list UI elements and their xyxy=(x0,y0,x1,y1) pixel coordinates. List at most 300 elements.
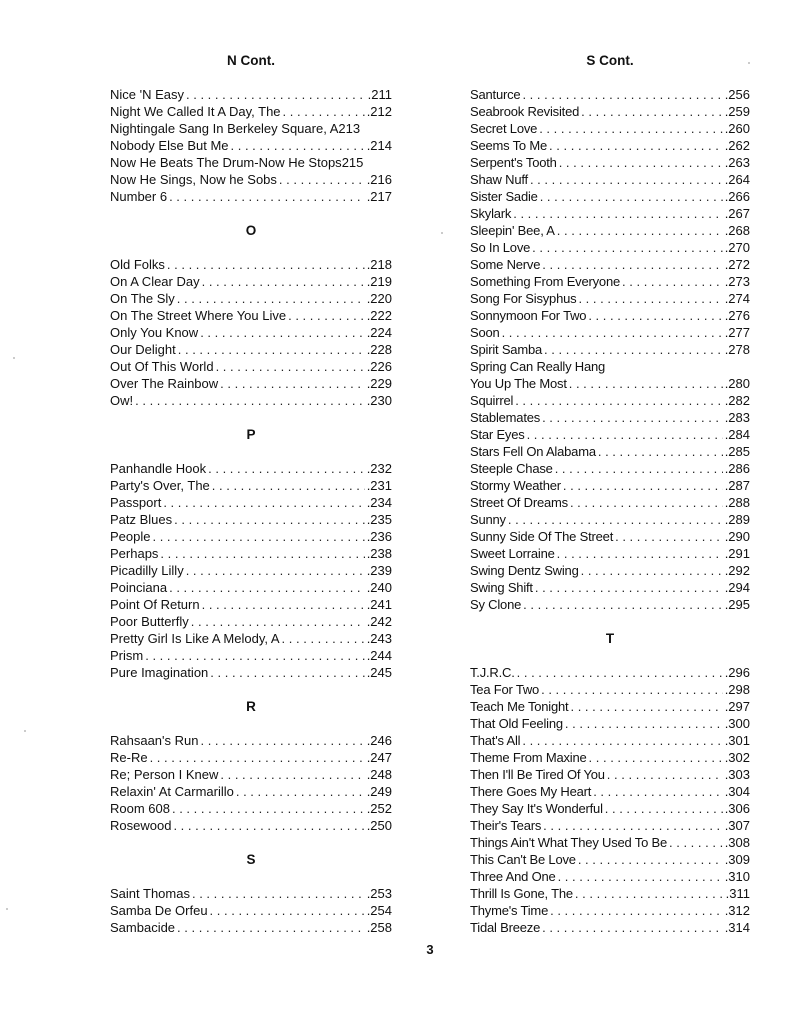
dot-leader xyxy=(598,443,723,460)
entry-page-number: 215 xyxy=(341,155,364,170)
dot-leader xyxy=(210,664,364,681)
dot-leader xyxy=(160,545,364,562)
entry-page-number: .260 xyxy=(724,121,750,136)
entry-title: That Old Feeling xyxy=(470,716,563,731)
entry-title: Song For Sisyphus xyxy=(470,291,577,306)
dot-leader xyxy=(522,732,722,749)
entry-page-number: .268 xyxy=(724,223,750,238)
entry-page-number: .226 xyxy=(366,359,392,374)
entry-page-number: .302 xyxy=(724,750,750,765)
entry-title: Now He Beats The Drum-Now He Stops xyxy=(110,155,342,170)
index-entry xyxy=(470,681,750,698)
dot-leader xyxy=(563,477,723,494)
entry-page-number: .289 xyxy=(724,512,750,527)
index-entry xyxy=(470,715,750,732)
index-entry xyxy=(110,545,392,562)
index-entry xyxy=(470,154,750,171)
entry-page-number: .309 xyxy=(724,852,750,867)
entry-page-number: .300 xyxy=(724,716,750,731)
entry-title: Stablemates xyxy=(470,410,541,425)
entry-title: Sweet Lorraine xyxy=(470,546,555,561)
entry-title: Steeple Chase xyxy=(470,461,553,476)
entry-title: Night We Called It A Day, The xyxy=(110,104,281,119)
section-entries xyxy=(110,732,392,834)
entry-title: Sister Sadie xyxy=(470,189,538,204)
index-entry xyxy=(110,324,392,341)
dot-leader xyxy=(543,817,723,834)
entry-page-number: .245 xyxy=(366,665,392,680)
entry-page-number: .296 xyxy=(724,665,750,680)
entry-title: Sambacide xyxy=(110,920,176,935)
entry-title: Saint Thomas xyxy=(110,886,190,901)
entry-title: Number 6 xyxy=(110,189,168,204)
entry-title: T.J.R.C. xyxy=(470,665,515,680)
section-entries xyxy=(470,86,750,613)
entry-page-number: .259 xyxy=(724,104,750,119)
entry-title: Now He Sings, Now he Sobs xyxy=(110,172,277,187)
page-number: 3 xyxy=(426,942,434,957)
index-entry xyxy=(110,290,392,307)
entry-page-number: .295 xyxy=(724,597,750,612)
scan-speck xyxy=(13,357,15,359)
entry-title: Seabrook Revisited xyxy=(470,104,580,119)
dot-leader xyxy=(202,273,365,290)
section-heading-s-cont: S Cont. xyxy=(586,53,634,68)
entry-page-number: .258 xyxy=(366,920,392,935)
dot-leader xyxy=(578,851,723,868)
dot-leader xyxy=(669,834,723,851)
entry-title: Samba De Orfeu xyxy=(110,903,208,918)
entry-page-number: .288 xyxy=(724,495,750,510)
entry-title: Our Delight xyxy=(110,342,176,357)
entry-page-number: .264 xyxy=(724,172,750,187)
section-entries xyxy=(110,86,392,205)
index-entry xyxy=(110,749,392,766)
section-heading-s: S xyxy=(246,852,256,867)
dot-leader xyxy=(622,273,723,290)
index-entry xyxy=(470,477,750,494)
index-entry xyxy=(470,222,750,239)
dot-leader xyxy=(220,766,364,783)
entry-page-number: .282 xyxy=(724,393,750,408)
entry-page-number: .298 xyxy=(724,682,750,697)
dot-leader xyxy=(588,307,722,324)
dot-leader xyxy=(288,307,365,324)
entry-title: Only You Know xyxy=(110,325,199,340)
entry-title: Perhaps xyxy=(110,546,159,561)
dot-leader xyxy=(282,630,365,647)
index-entry xyxy=(470,307,750,324)
entry-title: Things Ain't What They Used To Be xyxy=(470,835,668,850)
index-entry xyxy=(470,239,750,256)
index-entry xyxy=(110,885,392,902)
index-entry xyxy=(470,749,750,766)
entry-title: That's All xyxy=(470,733,521,748)
left-column xyxy=(110,52,392,936)
dot-leader xyxy=(216,358,365,375)
index-entry xyxy=(470,103,750,120)
entry-page-number: .267 xyxy=(724,206,750,221)
entry-page-number: .304 xyxy=(724,784,750,799)
index-entry xyxy=(110,528,392,545)
entry-title: Point Of Return xyxy=(110,597,200,612)
dot-leader xyxy=(212,477,365,494)
entry-title: Rosewood xyxy=(110,818,172,833)
index-entry xyxy=(110,919,392,936)
entry-title: Swing Shift xyxy=(470,580,533,595)
entry-title: Santurce xyxy=(470,87,521,102)
index-entry xyxy=(110,817,392,834)
entry-title: Tidal Breeze xyxy=(470,920,541,935)
entry-title: Rahsaan's Run xyxy=(110,733,199,748)
entry-title: Re-Re xyxy=(110,750,148,765)
index-entry xyxy=(470,86,750,103)
dot-leader xyxy=(279,171,365,188)
entry-title: Squirrel xyxy=(470,393,514,408)
entry-page-number: .262 xyxy=(724,138,750,153)
scan-speck xyxy=(748,62,750,64)
section-heading-t: T xyxy=(605,631,615,646)
dot-leader xyxy=(541,681,723,698)
entry-page-number: .219 xyxy=(366,274,392,289)
index-entry xyxy=(110,732,392,749)
entry-title: Thrill Is Gone, The xyxy=(470,886,573,901)
entry-page-number: .249 xyxy=(366,784,392,799)
entry-title: This Can't Be Love xyxy=(470,852,576,867)
entry-title: Spirit Samba xyxy=(470,342,543,357)
entry-page-number: .214 xyxy=(366,138,392,153)
entry-title: Old Folks xyxy=(110,257,165,272)
dot-leader xyxy=(178,341,365,358)
index-entry xyxy=(470,341,750,358)
index-entry xyxy=(470,817,750,834)
entry-title: Prism xyxy=(110,648,144,663)
dot-leader xyxy=(555,460,723,477)
dot-leader xyxy=(220,375,365,392)
index-entry xyxy=(110,86,392,103)
entry-page-number: .243 xyxy=(366,631,392,646)
entry-page-number: .286 xyxy=(724,461,750,476)
dot-leader xyxy=(172,800,365,817)
entry-title: Three And One xyxy=(470,869,556,884)
entry-title: Ow! xyxy=(110,393,134,408)
entry-page-number: .220 xyxy=(366,291,392,306)
dot-leader xyxy=(539,120,723,137)
entry-title: They Say It's Wonderful xyxy=(470,801,603,816)
dot-leader xyxy=(615,528,723,545)
index-entry xyxy=(110,120,392,137)
entry-title: Nice 'N Easy xyxy=(110,87,185,102)
entry-page-number: .274 xyxy=(724,291,750,306)
index-entry xyxy=(110,460,392,477)
index-entry xyxy=(470,358,750,375)
dot-leader xyxy=(570,494,723,511)
entry-title: So In Love xyxy=(470,240,531,255)
dot-leader xyxy=(174,511,365,528)
entry-page-number: .238 xyxy=(366,546,392,561)
entry-page-number: .229 xyxy=(366,376,392,391)
entry-page-number: .280 xyxy=(724,376,750,391)
entry-title: Patz Blues xyxy=(110,512,173,527)
entry-page-number: .252 xyxy=(366,801,392,816)
dot-leader xyxy=(605,800,723,817)
dot-leader xyxy=(210,902,365,919)
index-entry xyxy=(110,664,392,681)
dot-leader xyxy=(135,392,365,409)
entry-title: On The Sly xyxy=(110,291,175,306)
index-entry xyxy=(110,256,392,273)
dot-leader xyxy=(565,715,723,732)
entry-title: Pure Imagination xyxy=(110,665,209,680)
index-entry xyxy=(470,443,750,460)
index-entry xyxy=(470,545,750,562)
index-entry xyxy=(470,256,750,273)
entry-title: There Goes My Heart xyxy=(470,784,592,799)
entry-title: Poor Butterfly xyxy=(110,614,189,629)
index-entry xyxy=(470,392,750,409)
entry-page-number: .310 xyxy=(724,869,750,884)
entry-page-number: .253 xyxy=(366,886,392,901)
index-entry xyxy=(470,375,750,392)
index-entry xyxy=(470,290,750,307)
entry-title: Sunny xyxy=(470,512,506,527)
entry-title: Pretty Girl Is Like A Melody, A xyxy=(110,631,280,646)
entry-page-number: .231 xyxy=(366,478,392,493)
index-entry xyxy=(470,732,750,749)
section-heading-r: R xyxy=(246,699,256,714)
entry-page-number: .301 xyxy=(724,733,750,748)
entry-page-number: .278 xyxy=(724,342,750,357)
dot-leader xyxy=(508,511,723,528)
dot-leader xyxy=(581,562,723,579)
index-entry xyxy=(110,273,392,290)
dot-leader xyxy=(522,86,722,103)
dot-leader xyxy=(527,426,723,443)
entry-page-number: .285 xyxy=(724,444,750,459)
section-heading-n-cont: N Cont. xyxy=(227,53,275,68)
dot-leader xyxy=(145,647,364,664)
dot-leader xyxy=(192,885,365,902)
entry-title: Then I'll Be Tired Of You xyxy=(470,767,605,782)
index-entry xyxy=(470,851,750,868)
entry-title: Sunny Side Of The Street xyxy=(470,529,614,544)
dot-leader xyxy=(186,86,366,103)
entry-title: Secret Love xyxy=(470,121,538,136)
index-entry xyxy=(110,511,392,528)
entry-page-number: .303 xyxy=(724,767,750,782)
entry-page-number: .234 xyxy=(366,495,392,510)
index-entry xyxy=(470,273,750,290)
entry-title: Theme From Maxine xyxy=(470,750,587,765)
index-entry xyxy=(470,511,750,528)
index-entry xyxy=(470,324,750,341)
index-entry xyxy=(110,358,392,375)
entry-page-number: .224 xyxy=(366,325,392,340)
entry-title: Sleepin' Bee, A xyxy=(470,223,555,238)
dot-leader xyxy=(530,171,723,188)
dot-leader xyxy=(542,409,723,426)
entry-title: Panhandle Hook xyxy=(110,461,207,476)
entry-title: Serpent's Tooth xyxy=(470,155,557,170)
entry-page-number: .273 xyxy=(724,274,750,289)
entry-page-number: .283 xyxy=(724,410,750,425)
dot-leader xyxy=(523,596,723,613)
index-entry xyxy=(110,647,392,664)
dot-leader xyxy=(208,460,365,477)
dot-leader xyxy=(569,375,723,392)
index-entry xyxy=(470,137,750,154)
scan-speck xyxy=(441,232,443,234)
entry-page-number: .272 xyxy=(724,257,750,272)
section-heading-p: P xyxy=(246,427,256,442)
entry-page-number: .239 xyxy=(366,563,392,578)
dot-leader xyxy=(200,732,364,749)
entry-page-number: .222 xyxy=(366,308,392,323)
dot-leader xyxy=(515,392,722,409)
entry-page-number: .244 xyxy=(366,648,392,663)
dot-leader xyxy=(231,137,365,154)
dot-leader xyxy=(557,545,723,562)
entry-title: Skylark xyxy=(470,206,512,221)
entry-page-number: .270 xyxy=(724,240,750,255)
right-column xyxy=(470,52,750,936)
dot-leader xyxy=(177,290,365,307)
index-entry xyxy=(470,885,750,902)
index-entry xyxy=(470,834,750,851)
index-entry xyxy=(110,307,392,324)
dot-leader xyxy=(152,528,364,545)
entry-title: Street Of Dreams xyxy=(470,495,568,510)
index-entry xyxy=(470,426,750,443)
index-entry xyxy=(470,664,750,681)
dot-leader xyxy=(163,494,364,511)
dot-leader xyxy=(535,579,723,596)
entry-title: Nobody Else But Me xyxy=(110,138,229,153)
entry-title: People xyxy=(110,529,151,544)
entry-page-number: 213 xyxy=(338,121,361,136)
entry-title: Shaw Nuff xyxy=(470,172,528,187)
dot-leader xyxy=(557,222,723,239)
entry-page-number: .256 xyxy=(724,87,750,102)
entry-page-number: .297 xyxy=(724,699,750,714)
entry-page-number: .308 xyxy=(724,835,750,850)
index-entry xyxy=(110,613,392,630)
entry-title: Thyme's Time xyxy=(470,903,549,918)
entry-title: Something From Everyone xyxy=(470,274,621,289)
entry-page-number: .247 xyxy=(366,750,392,765)
entry-title: Tea For Two xyxy=(470,682,540,697)
entry-title: Sonnymoon For Two xyxy=(470,308,587,323)
index-entry xyxy=(110,562,392,579)
dot-leader xyxy=(593,783,723,800)
entry-title: You Up The Most xyxy=(470,376,567,391)
entry-page-number: .263 xyxy=(724,155,750,170)
dot-leader xyxy=(202,596,365,613)
dot-leader xyxy=(169,188,365,205)
index-entry xyxy=(470,783,750,800)
index-entry xyxy=(110,103,392,120)
entry-page-number: .292 xyxy=(724,563,750,578)
entry-title: Nightingale Sang In Berkeley Square, A xyxy=(110,121,339,136)
index-entry xyxy=(470,698,750,715)
index-entry xyxy=(110,171,392,188)
entry-page-number: .250 xyxy=(366,818,392,833)
section-entries xyxy=(110,256,392,409)
entry-page-number: .228 xyxy=(366,342,392,357)
entry-page-number: .290 xyxy=(724,529,750,544)
index-entry xyxy=(470,120,750,137)
entry-page-number: .230 xyxy=(366,393,392,408)
entry-title: Re; Person I Knew xyxy=(110,767,219,782)
index-entry xyxy=(470,919,750,936)
index-entry xyxy=(470,171,750,188)
index-entry xyxy=(470,460,750,477)
scan-speck xyxy=(24,730,26,732)
dot-leader xyxy=(540,188,723,205)
entry-page-number: .216 xyxy=(366,172,392,187)
index-entry xyxy=(470,205,750,222)
dot-leader xyxy=(607,766,723,783)
index-entry xyxy=(470,579,750,596)
index-entry xyxy=(110,494,392,511)
section-heading-o: O xyxy=(245,223,257,238)
entry-page-number: .284 xyxy=(724,427,750,442)
index-entry xyxy=(470,868,750,885)
entry-title: Room 608 xyxy=(110,801,170,816)
entry-page-number: .306 xyxy=(724,801,750,816)
index-entry xyxy=(110,341,392,358)
entry-title: Picadilly Lilly xyxy=(110,563,184,578)
index-entry xyxy=(470,596,750,613)
dot-leader xyxy=(169,579,365,596)
entry-page-number: .312 xyxy=(724,903,750,918)
entry-page-number: .266 xyxy=(724,189,750,204)
entry-title: Spring Can Really Hang xyxy=(470,359,606,374)
index-entry xyxy=(110,800,392,817)
entry-page-number: .218 xyxy=(366,257,392,272)
entry-page-number: .294 xyxy=(724,580,750,595)
entry-page-number: .287 xyxy=(724,478,750,493)
index-entry xyxy=(110,766,392,783)
dot-leader xyxy=(544,341,723,358)
entry-title: Teach Me Tonight xyxy=(470,699,569,714)
index-entry xyxy=(110,902,392,919)
entry-title: On A Clear Day xyxy=(110,274,200,289)
entry-title: Over The Rainbow xyxy=(110,376,219,391)
entry-title: Stormy Weather xyxy=(470,478,561,493)
index-entry xyxy=(110,596,392,613)
entry-page-number: .211 xyxy=(367,87,392,102)
entry-page-number: .241 xyxy=(366,597,392,612)
dot-leader xyxy=(167,256,365,273)
entry-page-number: .254 xyxy=(366,903,392,918)
dot-leader xyxy=(570,698,722,715)
index-entry xyxy=(110,477,392,494)
index-entry xyxy=(110,783,392,800)
entry-title: Star Eyes xyxy=(470,427,525,442)
entry-title: Poinciana xyxy=(110,580,168,595)
dot-leader xyxy=(559,154,723,171)
dot-leader xyxy=(532,239,723,256)
dot-leader xyxy=(589,749,723,766)
entry-page-number: .277 xyxy=(724,325,750,340)
dot-leader xyxy=(283,103,365,120)
section-entries xyxy=(470,664,750,936)
dot-leader xyxy=(177,919,365,936)
scan-speck xyxy=(6,908,8,910)
entry-page-number: .217 xyxy=(366,189,392,204)
entry-title: Stars Fell On Alabama xyxy=(470,444,596,459)
